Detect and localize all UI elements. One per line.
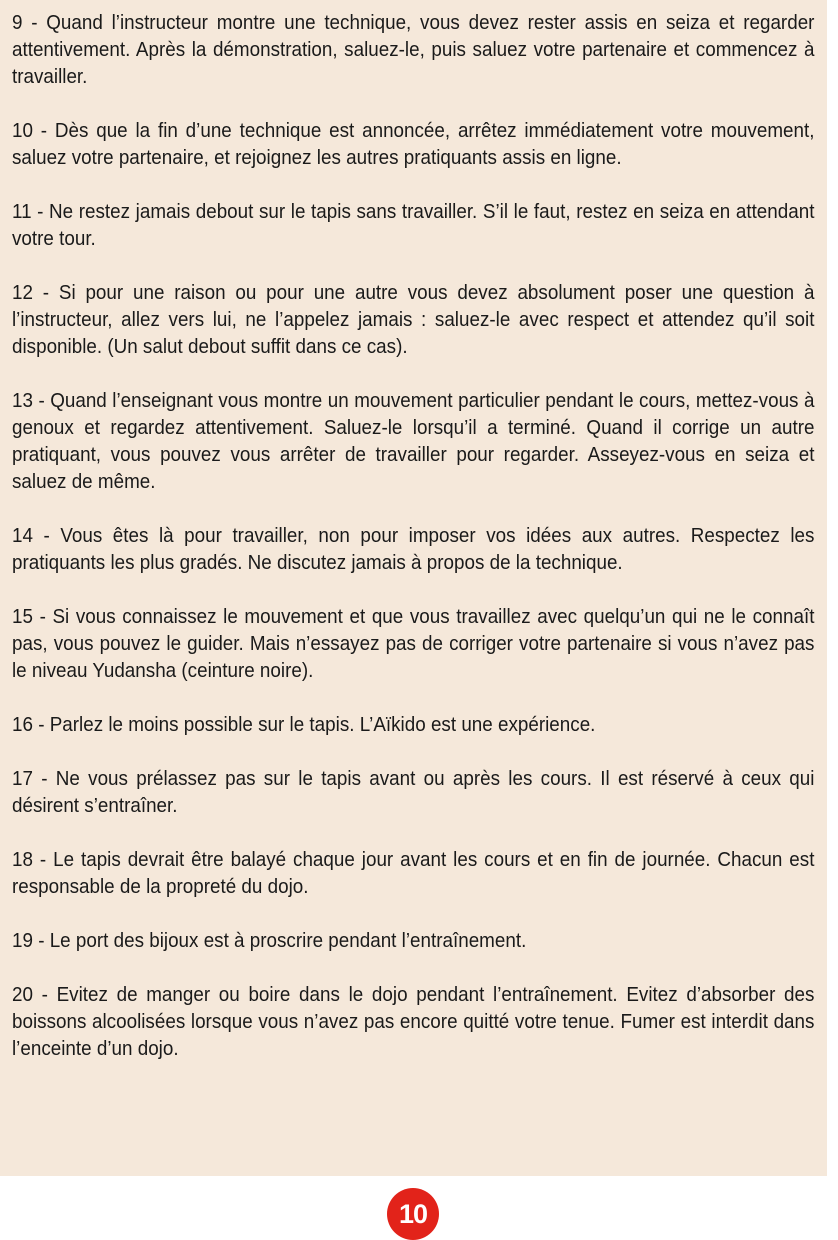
rules-list (12, 9, 815, 1089)
rule-13: 13 - Quand l’enseignant vous montre un mouvement particulier pendant le cours, mettez-vous à genoux et regardez attentivement. Saluez-le lorsqu’il a terminé. Quand il corrige un autre pratiquant, vous pouvez vous arrêter de travailler pour regarder. Asseyez-vous en seiza et saluez de même. (12, 389, 815, 493)
rule-10: 10 - Dès que la fin d’une technique est annoncée, arrêtez immédiatement votre mouvement, saluez votre partenaire, et rejoignez les autres pratiquants assis en ligne. (12, 119, 815, 169)
rule-16: 16 - Parlez le moins possible sur le tapis. L’Aïkido est une expérience. (12, 713, 596, 736)
rule-14: 14 - Vous êtes là pour travailler, non pour imposer vos idées aux autres. Respectez les pratiquants les plus gradés. Ne discutez jamais à propos de la technique. (12, 524, 815, 574)
rule-9: 9 - Quand l’instructeur montre une technique, vous devez rester assis en seiza et regarder attentivement. Après la démonstration, saluez-le, puis saluez votre partenaire et commencez à travailler. (12, 11, 815, 88)
page-number-badge (387, 1188, 439, 1240)
rule-18: 18 - Le tapis devrait être balayé chaque jour avant les cours et en fin de journée. Chacun est responsable de la propreté du dojo. (12, 848, 815, 898)
rule-12: 12 - Si pour une raison ou pour une autre vous devez absolument poser une question à l’instructeur, allez vers lui, ne l’appelez jamais : saluez-le avec respect et attendez qu’il soit disponible. (Un salut debout suffit dans ce cas). (12, 281, 815, 358)
rule-19: 19 - Le port des bijoux est à proscrire pendant l’entraînement. (12, 929, 527, 952)
page-edge (827, 0, 838, 1240)
page-number: 10 (398, 1198, 428, 1229)
rule-15: 15 - Si vous connaissez le mouvement et que vous travaillez avec quelqu’un qui ne le connaît pas, vous pouvez le guider. Mais n’essayez pas de corriger votre partenaire si vous n’avez pas le niveau Yudansha (ceinture noire). (12, 605, 815, 682)
rule-17: 17 - Ne vous prélassez pas sur le tapis avant ou après les cours. Il est réservé à ceux qui désirent s’entraîner. (12, 767, 815, 817)
rule-11: 11 - Ne restez jamais debout sur le tapis sans travailler. S’il le faut, restez en seiza en attendant votre tour. (12, 200, 815, 250)
rule-20: 20 - Evitez de manger ou boire dans le dojo pendant l’entraînement. Evitez d’absorber des boissons alcoolisées lorsque vous n’avez pas encore quitté votre tenue. Fumer est interdit dans l’enceinte d’un dojo. (12, 983, 815, 1060)
